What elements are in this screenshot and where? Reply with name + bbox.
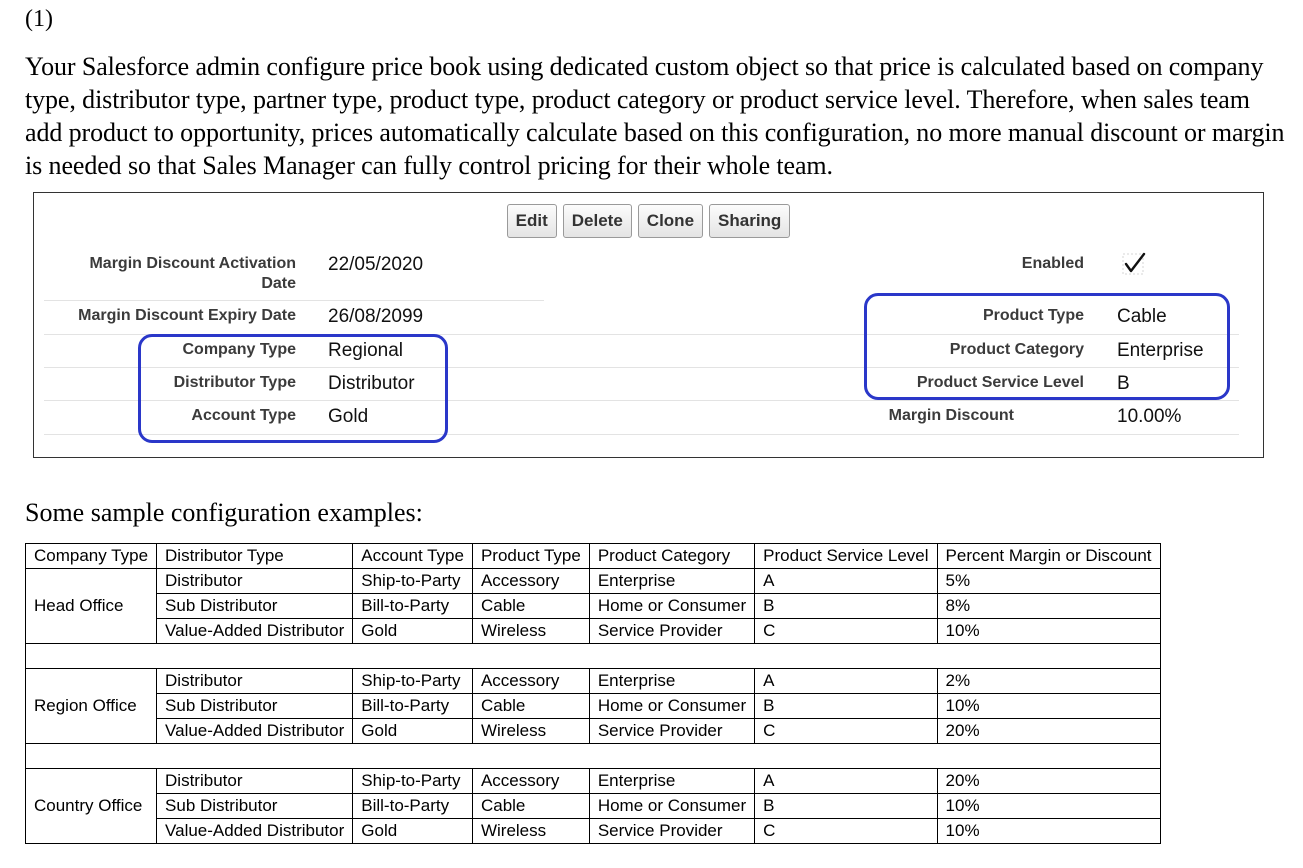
table-row xyxy=(26,694,1161,719)
table-cell: Value-Added Distributor xyxy=(157,819,353,844)
table-cell: Bill-to-Party xyxy=(353,694,473,719)
activation-date-value: 22/05/2020 xyxy=(328,254,424,275)
header-product-category: Product Category xyxy=(589,544,754,569)
table-cell: Service Provider xyxy=(589,819,754,844)
checkmark-icon xyxy=(1122,251,1148,277)
table-row xyxy=(26,719,1161,744)
spacer-row xyxy=(26,744,1161,769)
account-type-label: Account Type xyxy=(191,407,296,424)
table-cell: Sub Distributor xyxy=(157,694,353,719)
table-cell: Cable xyxy=(472,794,589,819)
table-row xyxy=(26,669,1161,694)
table-cell: 2% xyxy=(937,669,1160,694)
company-type-cell: Region Office xyxy=(26,669,157,744)
product-service-level-label: Product Service Level xyxy=(916,374,1084,391)
table-cell: B xyxy=(755,694,937,719)
table-cell: Gold xyxy=(353,819,473,844)
margin-discount-value: 10.00% xyxy=(1117,406,1182,427)
step-number: (1) xyxy=(25,6,53,32)
table-cell: Enterprise xyxy=(589,769,754,794)
company-type-cell: Head Office xyxy=(26,569,157,644)
edit-button[interactable]: Edit xyxy=(507,204,557,238)
enabled-label: Enabled xyxy=(1021,255,1084,272)
table-cell: Value-Added Distributor xyxy=(157,719,353,744)
account-fields-highlight xyxy=(138,334,448,443)
table-cell: Bill-to-Party xyxy=(353,794,473,819)
table-header-row xyxy=(26,544,1161,569)
record-button-bar xyxy=(34,204,1263,238)
table-cell: 20% xyxy=(937,719,1160,744)
table-row xyxy=(26,619,1161,644)
table-cell: Wireless xyxy=(472,819,589,844)
table-cell: Bill-to-Party xyxy=(353,594,473,619)
table-cell: C xyxy=(755,619,937,644)
table-cell: Service Provider xyxy=(589,719,754,744)
table-row xyxy=(26,769,1161,794)
product-service-level-value: B xyxy=(1117,373,1130,394)
table-cell: Accessory xyxy=(472,769,589,794)
table-cell: Enterprise xyxy=(589,669,754,694)
spacer-cell xyxy=(26,644,1161,669)
margin-discount-label: Margin Discount xyxy=(888,407,1014,424)
table-cell: 10% xyxy=(937,694,1160,719)
table-cell: 10% xyxy=(937,819,1160,844)
activation-date-label xyxy=(34,254,296,294)
company-type-cell: Country Office xyxy=(26,769,157,844)
table-cell: 5% xyxy=(937,569,1160,594)
table-row xyxy=(26,819,1161,844)
table-cell: Wireless xyxy=(472,719,589,744)
table-cell: Home or Consumer xyxy=(589,594,754,619)
expiry-date-label: Margin Discount Expiry Date xyxy=(78,307,296,324)
table-cell: A xyxy=(755,669,937,694)
table-cell: Home or Consumer xyxy=(589,794,754,819)
table-cell: Distributor xyxy=(157,769,353,794)
delete-button[interactable]: Delete xyxy=(563,204,632,238)
distributor-type-label: Distributor Type xyxy=(173,374,296,391)
spacer-row xyxy=(26,644,1161,669)
table-cell: 20% xyxy=(937,769,1160,794)
table-cell: Wireless xyxy=(472,619,589,644)
table-cell: C xyxy=(755,719,937,744)
clone-button[interactable]: Clone xyxy=(638,204,703,238)
table-cell: Cable xyxy=(472,694,589,719)
config-table xyxy=(25,543,1161,844)
table-cell: B xyxy=(755,794,937,819)
table-cell: Ship-to-Party xyxy=(353,669,473,694)
header-percent: Percent Margin or Discount xyxy=(937,544,1160,569)
table-cell: Sub Distributor xyxy=(157,594,353,619)
record-detail-panel xyxy=(33,192,1264,458)
table-cell: A xyxy=(755,769,937,794)
table-cell: Service Provider xyxy=(589,619,754,644)
table-cell: Sub Distributor xyxy=(157,794,353,819)
header-product-service-level: Product Service Level xyxy=(755,544,937,569)
product-type-value: Cable xyxy=(1117,306,1167,327)
table-cell: Accessory xyxy=(472,669,589,694)
activation-date-label-line1: Margin Discount Activation xyxy=(89,255,296,272)
table-cell: 10% xyxy=(937,619,1160,644)
table-cell: Distributor xyxy=(157,669,353,694)
table-cell: 8% xyxy=(937,594,1160,619)
company-type-value: Regional xyxy=(328,340,403,361)
header-distributor-type: Distributor Type xyxy=(157,544,353,569)
activation-date-label-line2: Date xyxy=(261,275,296,292)
table-cell: Value-Added Distributor xyxy=(157,619,353,644)
product-fields-highlight xyxy=(864,293,1230,400)
header-product-type: Product Type xyxy=(472,544,589,569)
table-cell: Distributor xyxy=(157,569,353,594)
table-cell: Gold xyxy=(353,719,473,744)
product-category-label: Product Category xyxy=(949,341,1084,358)
account-type-value: Gold xyxy=(328,406,369,427)
table-cell: Enterprise xyxy=(589,569,754,594)
row-separator xyxy=(44,300,544,301)
table-cell: C xyxy=(755,819,937,844)
table-cell: 10% xyxy=(937,794,1160,819)
table-row xyxy=(26,569,1161,594)
table-cell: A xyxy=(755,569,937,594)
table-cell: Accessory xyxy=(472,569,589,594)
company-type-label: Company Type xyxy=(182,341,296,358)
table-cell: B xyxy=(755,594,937,619)
expiry-date-value: 26/08/2099 xyxy=(328,306,424,327)
table-cell: Ship-to-Party xyxy=(353,769,473,794)
product-category-value: Enterprise xyxy=(1117,340,1204,361)
table-cell: Gold xyxy=(353,619,473,644)
header-account-type: Account Type xyxy=(353,544,473,569)
table-cell: Cable xyxy=(472,594,589,619)
table-row xyxy=(26,594,1161,619)
table-cell: Home or Consumer xyxy=(589,694,754,719)
header-company-type: Company Type xyxy=(26,544,157,569)
intro-paragraph: Your Salesforce admin configure price book using dedicated custom object so that price is calculated based on company type, distributor type, partner type, product type, product category or product service level. Therefore, when sales team add product to opportunity, prices automatically calculate based on this configuration, no more manual discount or margin is needed so that Sales Manager can fully control pricing for their whole team. xyxy=(25,52,1285,180)
table-row xyxy=(26,794,1161,819)
table-cell: Ship-to-Party xyxy=(353,569,473,594)
distributor-type-value: Distributor xyxy=(328,373,415,394)
sharing-button[interactable]: Sharing xyxy=(709,204,790,238)
product-type-label: Product Type xyxy=(982,307,1084,324)
spacer-cell xyxy=(26,744,1161,769)
sample-heading: Some sample configuration examples: xyxy=(25,498,423,527)
